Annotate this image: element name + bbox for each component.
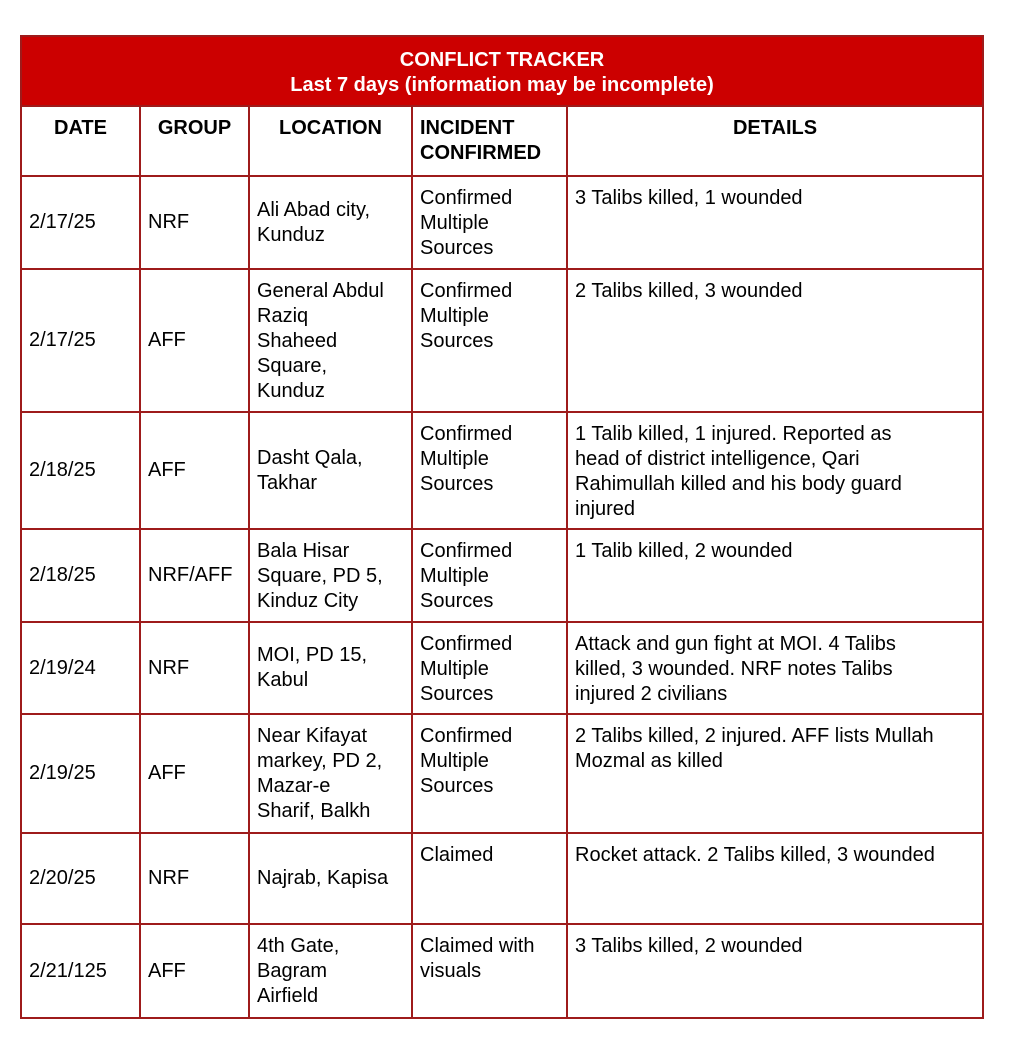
cell-details: 2 Talibs killed, 3 wounded: [567, 269, 983, 412]
conflict-tracker-table: [20, 35, 984, 1019]
banner-row: [21, 36, 983, 106]
cell-location: General Abdul Raziq Shaheed Square, Kunduz: [249, 269, 412, 412]
cell-details: Rocket attack. 2 Talibs killed, 3 wounded: [567, 833, 983, 924]
table-row: [21, 176, 983, 269]
cell-details: 1 Talib killed, 1 injured. Reported as head of district intelligence, Qari Rahimullah killed and his body guard injured: [567, 412, 983, 529]
table-banner: [21, 36, 983, 106]
cell-date: 2/18/25: [21, 412, 140, 529]
table-row: [21, 529, 983, 622]
cell-location: Najrab, Kapisa: [249, 833, 412, 924]
cell-date: 2/19/25: [21, 714, 140, 833]
cell-incident-confirmed: Confirmed Multiple Sources: [412, 269, 567, 412]
column-header-details: DETAILS: [567, 106, 983, 176]
table-subtitle: Last 7 days (information may be incomplete): [290, 74, 714, 96]
cell-group: AFF: [140, 412, 249, 529]
cell-details: 3 Talibs killed, 1 wounded: [567, 176, 983, 269]
cell-location: Ali Abad city, Kunduz: [249, 176, 412, 269]
cell-group: AFF: [140, 924, 249, 1018]
cell-incident-confirmed: Confirmed Multiple Sources: [412, 176, 567, 269]
column-header-location: LOCATION: [249, 106, 412, 176]
cell-group: NRF: [140, 622, 249, 714]
cell-details: 3 Talibs killed, 2 wounded: [567, 924, 983, 1018]
cell-date: 2/20/25: [21, 833, 140, 924]
cell-group: NRF: [140, 176, 249, 269]
cell-group: NRF/AFF: [140, 529, 249, 622]
cell-details: 2 Talibs killed, 2 injured. AFF lists Mullah Mozmal as killed: [567, 714, 983, 833]
cell-date: 2/17/25: [21, 269, 140, 412]
cell-location: 4th Gate, Bagram Airfield: [249, 924, 412, 1018]
header-row: [21, 106, 983, 176]
cell-details: 1 Talib killed, 2 wounded: [567, 529, 983, 622]
cell-incident-confirmed: Confirmed Multiple Sources: [412, 622, 567, 714]
table-row: [21, 269, 983, 412]
cell-date: 2/21/125: [21, 924, 140, 1018]
table-row: [21, 714, 983, 833]
table-row: [21, 924, 983, 1018]
cell-date: 2/17/25: [21, 176, 140, 269]
column-header-group: GROUP: [140, 106, 249, 176]
column-header-incident-confirmed: INCIDENT CONFIRMED: [412, 106, 567, 176]
cell-incident-confirmed: Confirmed Multiple Sources: [412, 714, 567, 833]
cell-incident-confirmed: Claimed with visuals: [412, 924, 567, 1018]
cell-group: NRF: [140, 833, 249, 924]
cell-group: AFF: [140, 714, 249, 833]
cell-date: 2/18/25: [21, 529, 140, 622]
table-title: CONFLICT TRACKER: [399, 49, 605, 71]
cell-location: Dasht Qala, Takhar: [249, 412, 412, 529]
table-row: [21, 412, 983, 529]
table-row: [21, 833, 983, 924]
cell-incident-confirmed: Claimed: [412, 833, 567, 924]
table-row: [21, 622, 983, 714]
cell-location: MOI, PD 15, Kabul: [249, 622, 412, 714]
cell-details: Attack and gun fight at MOI. 4 Talibs killed, 3 wounded. NRF notes Talibs injured 2 civilians: [567, 622, 983, 714]
cell-incident-confirmed: Confirmed Multiple Sources: [412, 529, 567, 622]
cell-location: Bala Hisar Square, PD 5, Kinduz City: [249, 529, 412, 622]
cell-incident-confirmed: Confirmed Multiple Sources: [412, 412, 567, 529]
cell-location: Near Kifayat markey, PD 2, Mazar-e Sharif, Balkh: [249, 714, 412, 833]
column-header-date: DATE: [21, 106, 140, 176]
cell-group: AFF: [140, 269, 249, 412]
cell-date: 2/19/24: [21, 622, 140, 714]
